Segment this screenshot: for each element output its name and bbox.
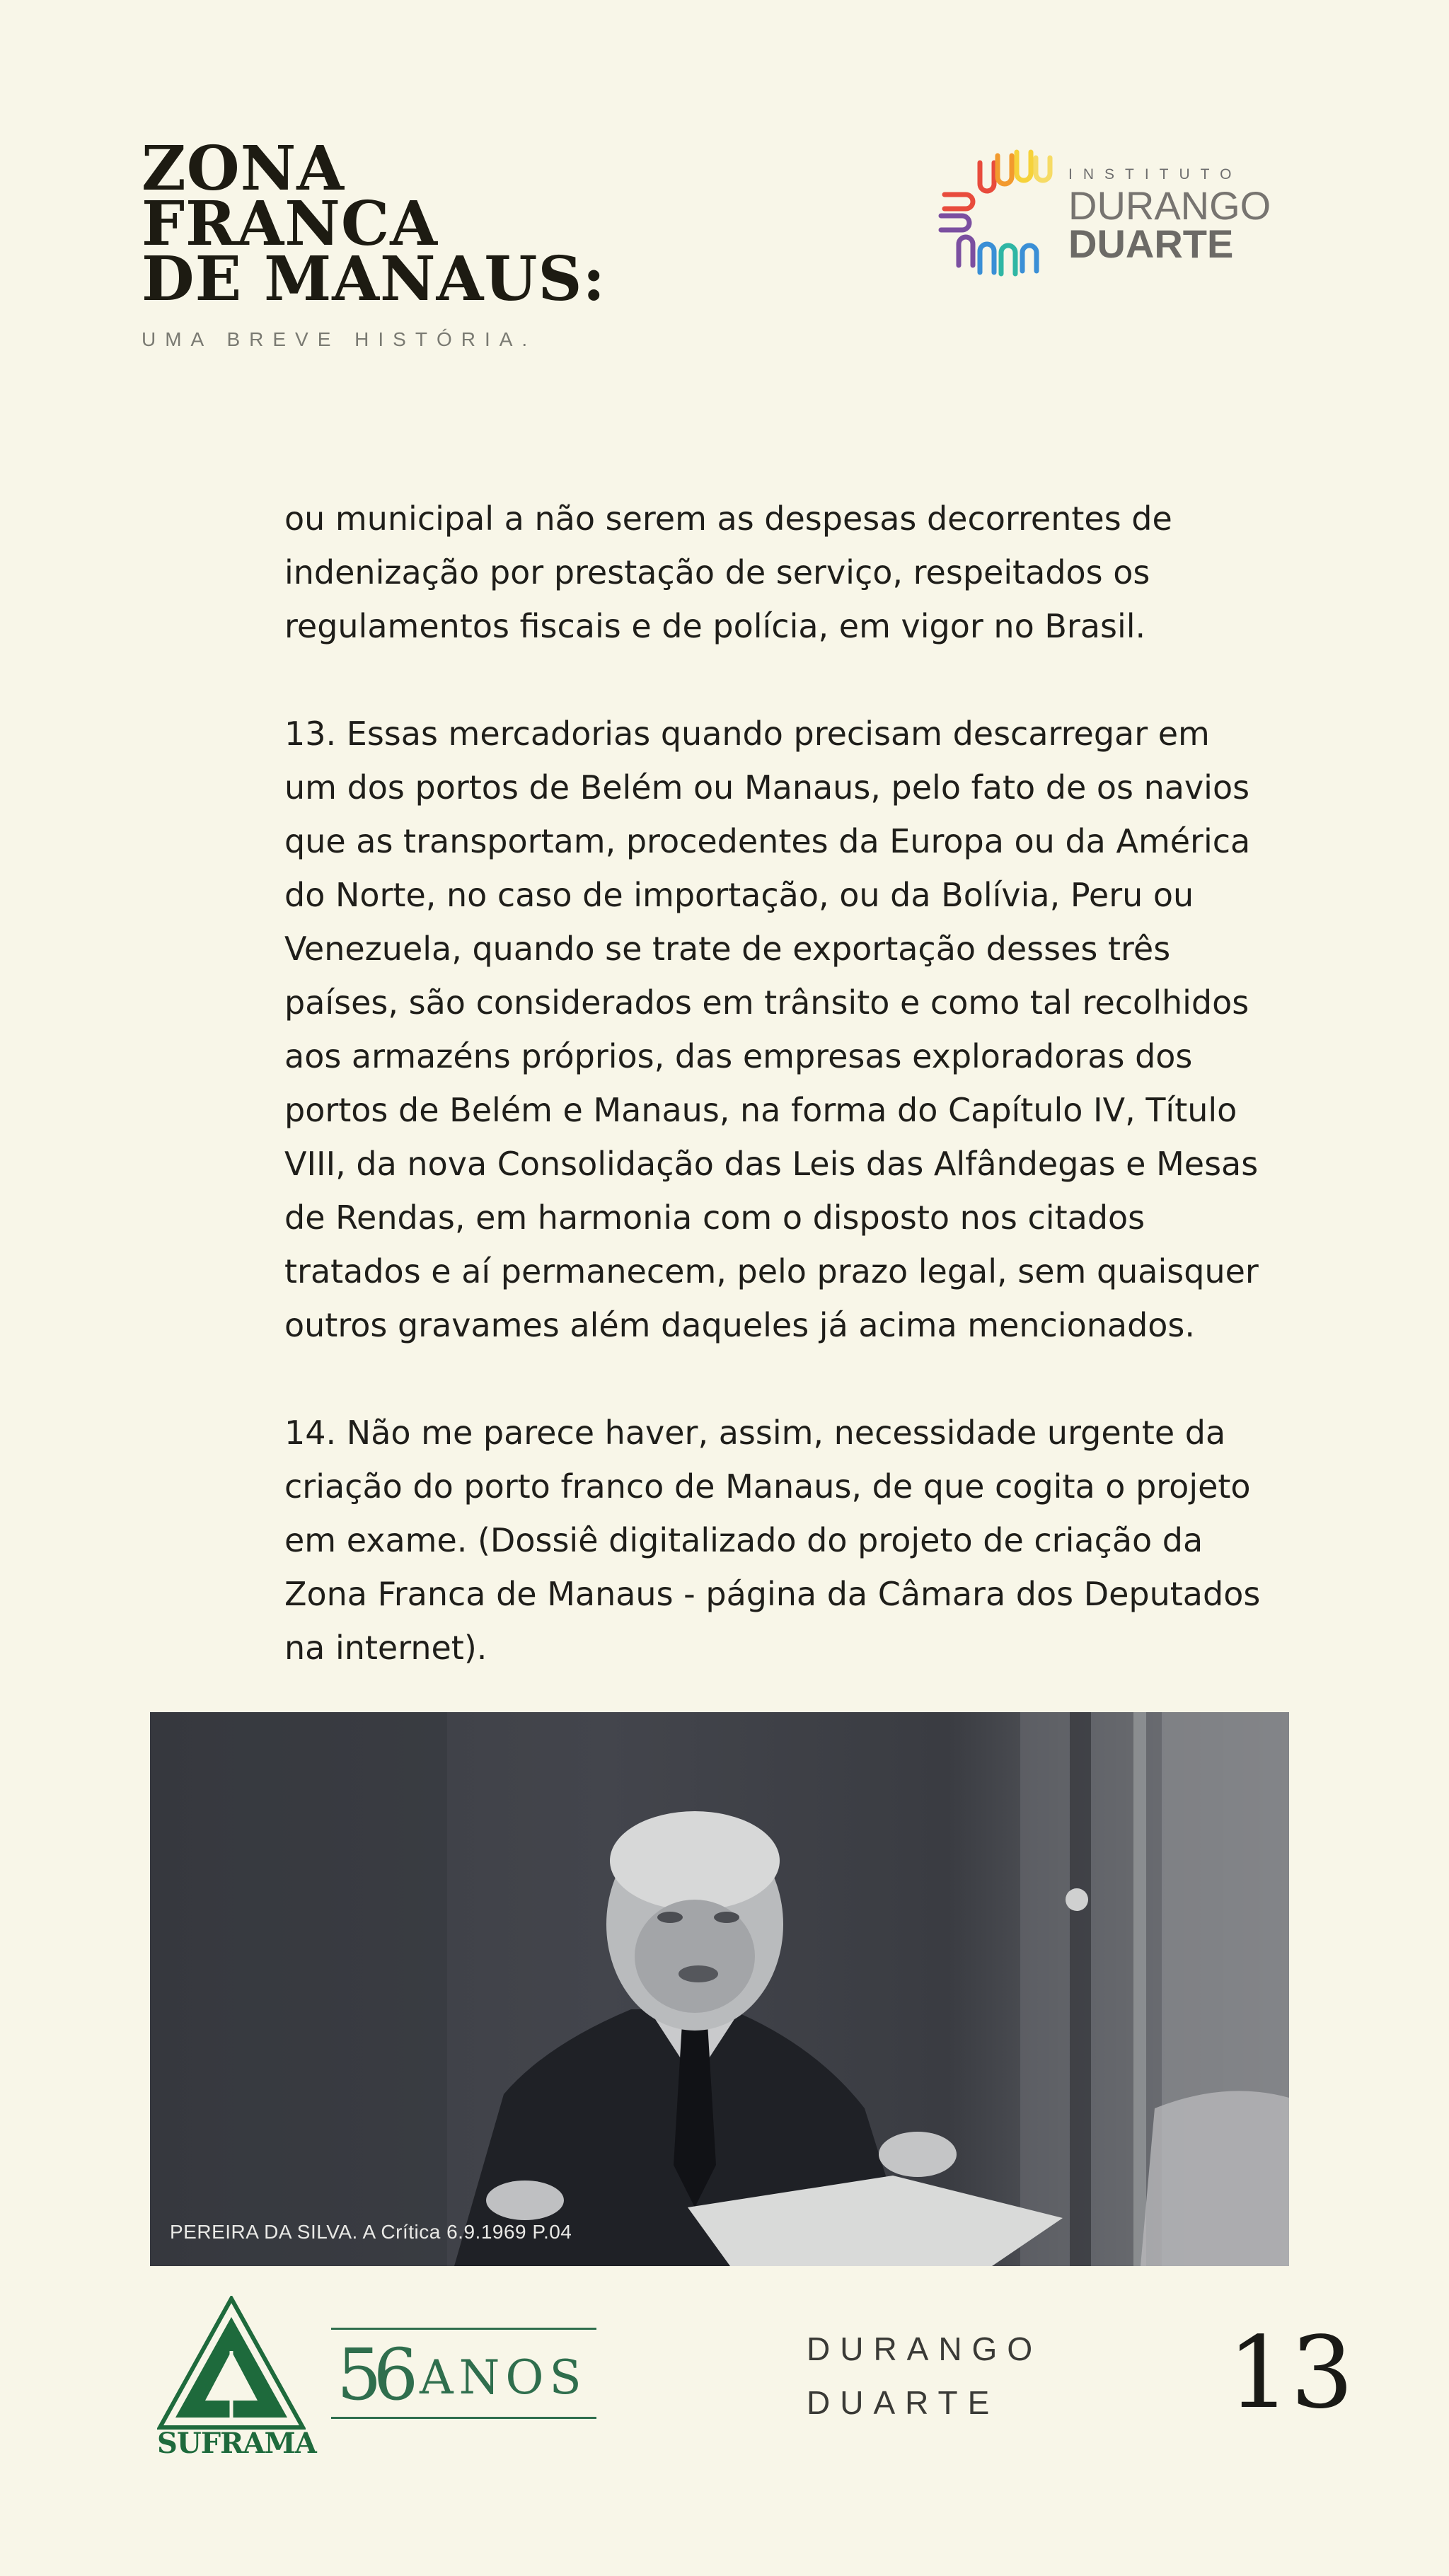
institute-name-line2: DUARTE bbox=[1068, 221, 1234, 266]
footer-brand bbox=[807, 2322, 1042, 2430]
divider bbox=[331, 2417, 596, 2419]
institute-wordmark bbox=[1068, 166, 1271, 266]
institute-name-line1: DURANGO bbox=[1068, 183, 1271, 228]
title-line: FRANCA bbox=[142, 188, 439, 260]
suframa-label: SUFRAMA bbox=[157, 2427, 316, 2460]
suframa-triangle-icon bbox=[157, 2296, 306, 2430]
paragraph: 14. Não me parece haver, assim, necessidade urgente da criação do porto franco de Manaus, de que cogita o projeto em exame. (Dossiê digitalizado do projeto de criação da Zona Franca de Manaus - página da Câmara dos Deputados na internet). bbox=[284, 1414, 1261, 1667]
divider bbox=[331, 2328, 596, 2330]
body-text bbox=[284, 492, 1289, 1675]
institute-small-label: INSTITUTO bbox=[1068, 166, 1242, 183]
title-line: DE MANAUS: bbox=[142, 243, 606, 315]
paragraph: 13. Essas mercadorias quando precisam descarregar em um dos portos de Belém ou Manaus, pelo fato de os navios que as transportam, procedentes da Europa ou da América do Norte, no caso de importação, ou da Bolívia, Peru ou Venezuela, quando se trate de exportação desses três países, são considerados em trânsito e como tal recolhidos aos armazéns próprios, das empresas exploradoras dos portos de Belém e Manaus, na forma do Capítulo IV, Título VIII, da nova Consolidação das Leis das Alfândegas e Mesas de Rendas, em harmonia com o disposto nos citados tratados e aí permanecem, pelo prazo legal, sem quaisquer outros gravames além daqueles já acima mencionados. bbox=[284, 715, 1259, 1344]
document-title bbox=[142, 133, 606, 351]
photo-illustration bbox=[150, 1712, 1289, 2266]
anniversary-number: 56 bbox=[337, 2333, 410, 2416]
rainbow-arcs-icon bbox=[937, 145, 1058, 279]
anniversary-mark bbox=[331, 2328, 596, 2420]
page-number: 13 bbox=[1228, 2316, 1354, 2431]
paragraph: ou municipal a não serem as despesas decorrentes de indenização por prestação de serviço, respeitados os regulamentos fiscais e de polícia, em vigor no Brasil. bbox=[284, 499, 1172, 645]
photo-caption: PEREIRA DA SILVA. A Crítica 6.9.1969 P.04 bbox=[170, 2221, 572, 2243]
archival-photo bbox=[150, 1712, 1289, 2266]
title-line: ZONA bbox=[142, 133, 345, 204]
instituto-durango-duarte-logo bbox=[937, 145, 1277, 287]
footer-brand-line1: DURANGO bbox=[807, 2330, 1043, 2367]
footer-brand-line2: DUARTE bbox=[807, 2384, 1000, 2421]
anniversary-word: ANOS bbox=[420, 2350, 587, 2405]
document-subtitle: UMA BREVE HISTÓRIA. bbox=[142, 328, 537, 350]
suframa-logo bbox=[157, 2296, 316, 2460]
